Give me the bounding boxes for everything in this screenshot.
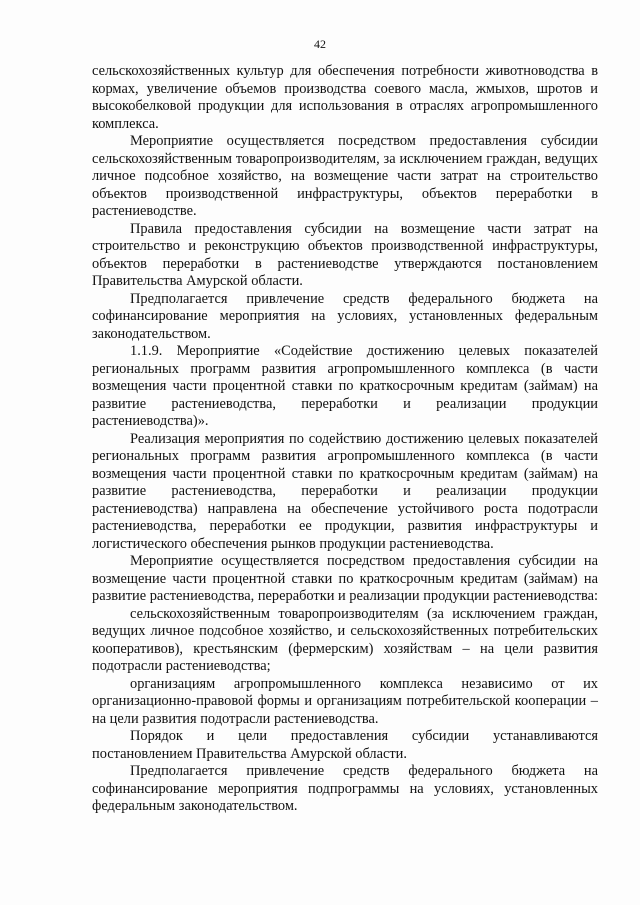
paragraph-subsidy-construction: Мероприятие осуществляется посредством предоставления субсидии сельскохозяйственным товаропроизводителям, за исключением граждан, ведущих личное подсобное хозяйство, на возмещение части затрат на строительство объектов производственной инфраструктуры, объектов переработки в растениеводстве. [92, 133, 598, 219]
paragraph-recipient-organizations: организациям агропромышленного комплекса независимо от их организационно-правовой формы и организациям потребительской кооперации – на цели развития подотрасли растениеводства. [92, 675, 598, 727]
paragraph-federal-cofinancing: Предполагается привлечение средств федерального бюджета на софинансирование мероприятия на условиях, установленных федеральным законодательством. [92, 290, 598, 342]
page-number: 42 [314, 37, 326, 51]
document-body [92, 63, 598, 816]
paragraph-procedure: Порядок и цели предоставления субсидии устанавливаются постановлением Правительства Амурской области. [92, 728, 598, 762]
paragraph-recipient-producers: сельскохозяйственным товаропроизводителям (за исключением граждан, ведущих личное подсобное хозяйство, и сельскохозяйственных потребительских кооперативов), крестьянским (фермерским) хозяйствам – на цели развития подотрасли растениеводства; [92, 605, 598, 674]
paragraph-measure-implementation: Реализация мероприятия по содействию достижению целевых показателей региональных программ развития агропромышленного комплекса (в части возмещения части процентной ставки по краткосрочным кредитам (займам) на развитие растениеводства, переработки и реализации продукции растениеводства) направлена на обеспечение устойчивого роста подотрасли растениеводства, переработки ее продукции, развития инфраструктуры и логистического обеспечения рынков продукции растениеводства. [92, 430, 598, 552]
paragraph-federal-cofinancing-subprogram: Предполагается привлечение средств федерального бюджета на софинансирование мероприятия подпрограммы на условиях, установленных федеральным законодательством. [92, 763, 598, 814]
paragraph-interest-subsidy: Мероприятие осуществляется посредством предоставления субсидии на возмещение части процентной ставки по краткосрочным кредитам (займам) на развитие растениеводства, переработки и реализации продукции растениеводства: [92, 553, 599, 604]
paragraph-measure-1-1-9-heading: 1.1.9. Мероприятие «Содействие достижению целевых показателей региональных программ развития агропромышленного комплекса (в части возмещения части процентной ставки по краткосрочным кредитам (займам) на развитие растениеводства, переработки и реализации продукции растениеводства)». [92, 343, 598, 429]
paragraph-subsidy-rules: Правила предоставления субсидии на возмещение части затрат на строительство и реконструкцию объектов производственной инфраструктуры, объектов переработки в растениеводстве утверждаются постановлением Правительства Амурской области. [92, 220, 598, 289]
paragraph-crops-continuation: сельскохозяйственных культур для обеспечения потребности животноводства в кормах, увеличение объемов производства соевого масла, жмыхов, шротов и высокобелковой продукции для использования в отраслях агропромышленного комплекса. [92, 63, 598, 132]
